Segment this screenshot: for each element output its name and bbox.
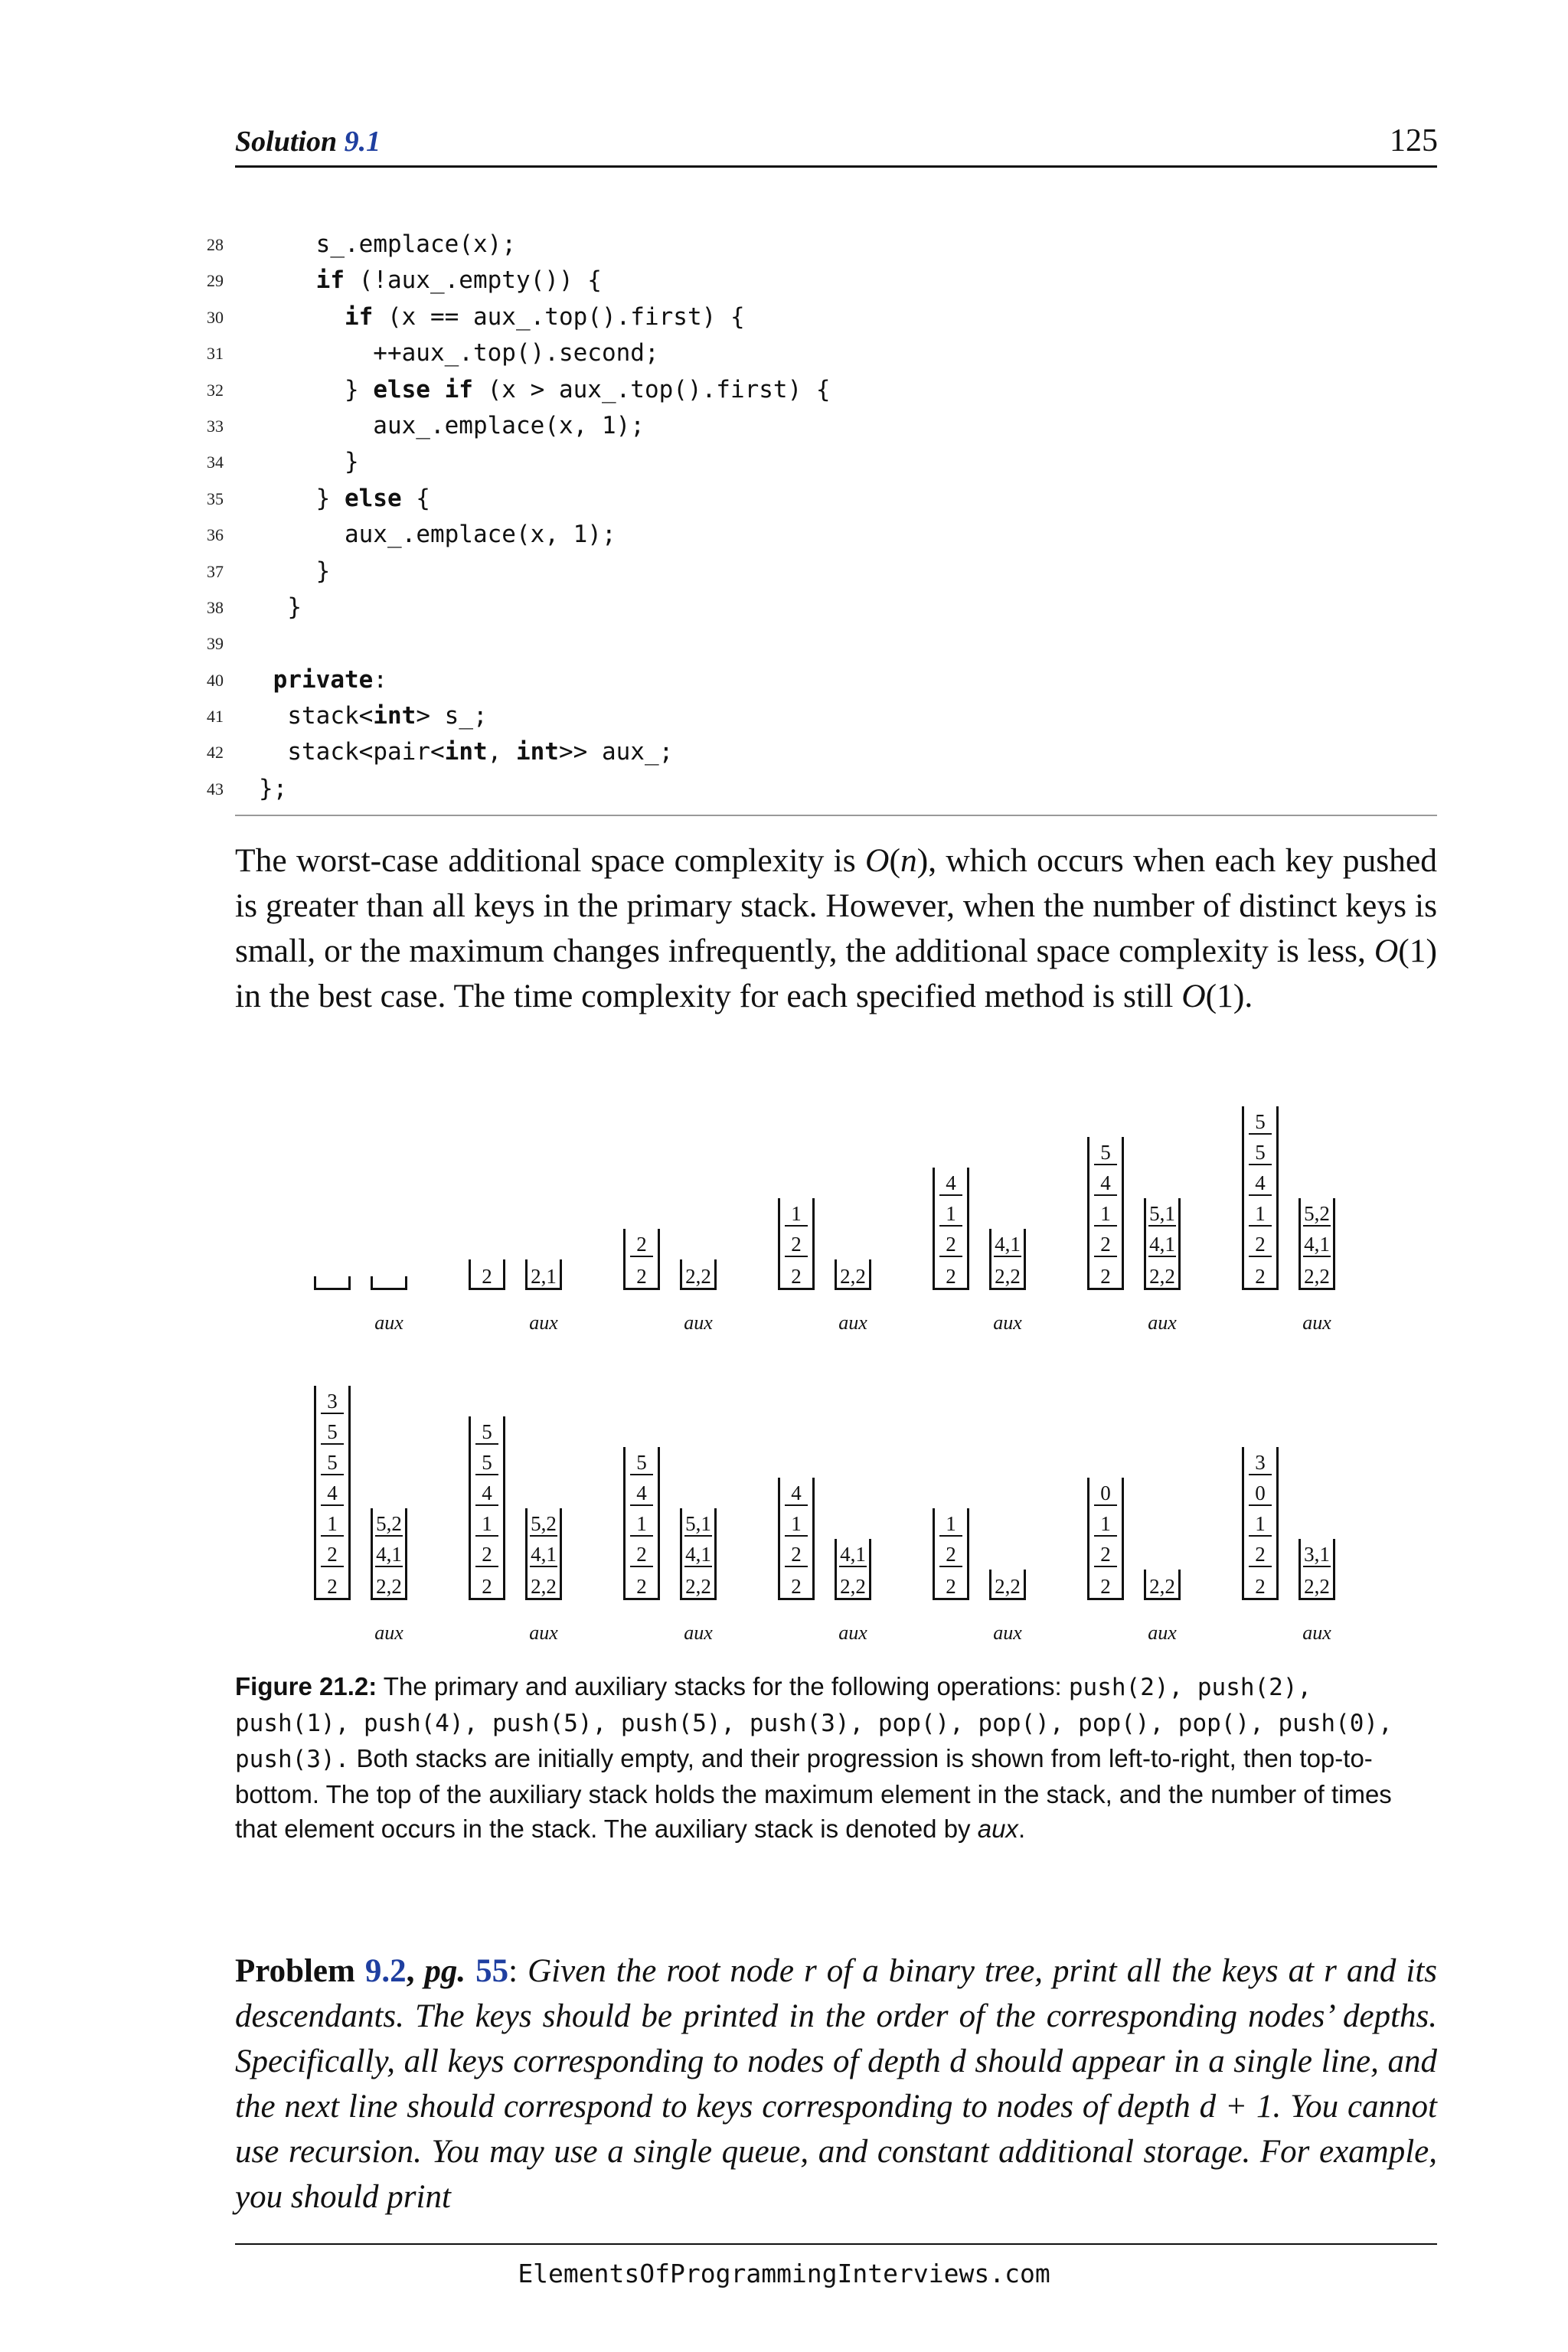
primary-stack-cell: 4 — [316, 1475, 348, 1506]
aux-stack — [525, 1259, 562, 1290]
caption-text: . — [1018, 1815, 1026, 1843]
code-line — [207, 408, 831, 444]
para-big-o: O — [1374, 933, 1399, 969]
aux-label: aux — [374, 1312, 403, 1334]
code-line — [207, 372, 831, 408]
caption-text: Both stacks are initially empty, and their progression is shown from left-to-right, then top-to-bottom. The top of the auxiliary stack holds the maximum element in the stack, and the number of times that element occurs in the stack. The auxiliary stack is denoted by — [235, 1744, 1392, 1843]
line-number: 34 — [207, 452, 224, 472]
aux-stack — [835, 1539, 871, 1600]
primary-stack-cell: 2 — [471, 1537, 503, 1567]
code-line — [207, 227, 831, 263]
code-text: aux_.emplace(x, 1); — [259, 411, 645, 439]
aux-stack-cell: 4,1 — [685, 1543, 711, 1566]
primary-stack — [933, 1508, 969, 1600]
para-big-o: O — [1181, 978, 1206, 1014]
code-text: stack<int> s_; — [287, 702, 488, 730]
aux-label: aux — [1302, 1622, 1331, 1644]
aux-label: aux — [993, 1622, 1022, 1644]
line-number: 35 — [207, 488, 224, 508]
primary-stack-cell: 4 — [1089, 1165, 1122, 1196]
aux-stack-cell: 5,2 — [531, 1512, 557, 1535]
primary-stack-cell: 1 — [316, 1506, 348, 1537]
aux-stack-cell: 2,2 — [995, 1265, 1021, 1288]
primary-stack-cell: 5 — [471, 1414, 503, 1445]
line-number: 39 — [207, 634, 224, 654]
line-number: 37 — [207, 561, 224, 581]
primary-stack-cell: 5 — [1244, 1104, 1276, 1135]
problem-pg-label: pg. — [424, 1953, 466, 1989]
aux-stack-cell: 2,2 — [376, 1575, 402, 1598]
primary-stack-cell: 1 — [626, 1506, 658, 1537]
line-number: 38 — [207, 597, 224, 617]
primary-stack-cell: 2 — [1089, 1227, 1122, 1257]
caption-aux: aux — [977, 1815, 1018, 1843]
code-line — [207, 771, 831, 807]
code-text: } — [259, 593, 302, 621]
primary-stack-cell: 2 — [1244, 1227, 1276, 1257]
code-line — [207, 444, 831, 480]
primary-stack — [933, 1168, 969, 1290]
primary-stack-cell: 1 — [471, 1506, 503, 1537]
primary-stack-cell: 2 — [791, 1265, 802, 1288]
primary-stack-cell: 2 — [1255, 1575, 1266, 1598]
header-solution-link[interactable]: 9.1 — [344, 126, 381, 158]
code-line — [207, 698, 831, 734]
aux-stack-cell: 5,1 — [685, 1512, 711, 1535]
code-text: stack<pair<int, int>> aux_; — [287, 738, 674, 766]
primary-stack-cell: 0 — [1244, 1475, 1276, 1506]
aux-stack-cell: 2,2 — [685, 1575, 711, 1598]
primary-stack-cell: 0 — [1089, 1475, 1122, 1506]
primary-stack-cell: 5 — [626, 1445, 658, 1475]
primary-stack — [623, 1447, 660, 1600]
code-text: ++aux_.top().second; — [259, 339, 659, 368]
aux-label: aux — [838, 1312, 867, 1334]
code-line — [207, 263, 831, 299]
para-text: (1). — [1205, 978, 1253, 1014]
caption-label: Figure 21.2: — [235, 1672, 377, 1700]
primary-stack-cell: 1 — [935, 1506, 967, 1537]
aux-stack-cell: 5,2 — [1304, 1202, 1330, 1225]
code-line — [207, 299, 831, 335]
para-text: (1) in the best case. The time complexity for each specified method is still — [235, 933, 1437, 1014]
aux-stack-cell: 5,1 — [1149, 1202, 1175, 1225]
primary-stack — [469, 1259, 505, 1290]
primary-stack-cell: 4 — [935, 1165, 967, 1196]
primary-stack-cell: 2 — [626, 1537, 658, 1567]
primary-stack-cell: 2 — [780, 1227, 812, 1257]
code-line — [207, 734, 831, 770]
primary-stack-cell: 4 — [780, 1475, 812, 1506]
stack-figure — [235, 1091, 1437, 1658]
aux-stack — [1298, 1539, 1335, 1600]
primary-stack-cell: 2 — [1255, 1265, 1266, 1288]
aux-label: aux — [529, 1622, 558, 1644]
primary-stack-cell: 2 — [482, 1575, 492, 1598]
problem-text: Given the root node r of a binary tree, print all the keys at r and its descendants. The keys should be printed in the order of the corresponding nodes’ depths. Specifically, all keys corresponding to nodes of depth d should appear in a single line, and the next line should correspond to keys corresponding to nodes of depth d + 1. You cannot use recursion. You may use a single queue, and constant additional storage. For example, you should print — [235, 1953, 1437, 2215]
page-number: 125 — [1390, 123, 1438, 158]
aux-stack-cell: 2,1 — [531, 1265, 557, 1288]
aux-label: aux — [993, 1312, 1022, 1334]
primary-stack-cell: 3 — [316, 1383, 348, 1414]
aux-label: aux — [1302, 1312, 1331, 1334]
aux-stack — [525, 1508, 562, 1600]
aux-label: aux — [684, 1312, 713, 1334]
aux-stack-cell: 5,2 — [376, 1512, 402, 1535]
aux-stack — [1144, 1198, 1181, 1290]
line-number: 36 — [207, 525, 224, 545]
primary-stack-cell: 2 — [1100, 1575, 1111, 1598]
primary-stack-cell: 4 — [1244, 1165, 1276, 1196]
code-text: }; — [259, 774, 288, 802]
line-number: 29 — [207, 271, 224, 291]
aux-stack — [371, 1508, 407, 1600]
code-text: } else if (x > aux_.top().first) { — [259, 375, 831, 403]
primary-stack-cell: 2 — [935, 1537, 967, 1567]
aux-stack-cell: 2,2 — [1149, 1265, 1175, 1288]
aux-stack-cell: 4,1 — [840, 1543, 866, 1566]
primary-stack — [623, 1229, 660, 1290]
aux-label: aux — [374, 1622, 403, 1644]
problem-sep: , — [406, 1953, 415, 1989]
primary-stack-cell: 2 — [327, 1575, 338, 1598]
primary-stack-cell: 1 — [1089, 1196, 1122, 1227]
primary-stack-cell: 2 — [1244, 1537, 1276, 1567]
primary-stack-cell: 2 — [791, 1575, 802, 1598]
line-number: 41 — [207, 707, 224, 727]
aux-stack — [1144, 1570, 1181, 1600]
code-text: aux_.emplace(x, 1); — [259, 521, 616, 549]
problem-sep: : — [508, 1953, 518, 1989]
para-text: ( — [889, 842, 900, 879]
aux-stack — [835, 1259, 871, 1290]
primary-stack-cell: 2 — [316, 1537, 348, 1567]
line-number: 42 — [207, 743, 224, 763]
primary-stack-cell: 5 — [1244, 1135, 1276, 1165]
primary-stack — [1087, 1137, 1124, 1290]
primary-stack — [1087, 1478, 1124, 1600]
code-text: if (x == aux_.top().first) { — [344, 302, 745, 331]
aux-stack-cell: 4,1 — [995, 1233, 1021, 1256]
code-text: s_.emplace(x); — [259, 230, 516, 258]
primary-stack-cell: 2 — [636, 1265, 647, 1288]
primary-stack-cell: 2 — [946, 1265, 956, 1288]
aux-stack-cell: 2,2 — [1149, 1575, 1175, 1598]
primary-stack — [1242, 1106, 1279, 1290]
primary-stack-cell: 2 — [1100, 1265, 1111, 1288]
para-text: The worst-case additional space complexity is — [235, 842, 866, 879]
code-listing — [207, 227, 831, 807]
para-var-n: n — [900, 842, 917, 879]
primary-stack-cell: 1 — [1244, 1506, 1276, 1537]
figure-caption — [235, 1669, 1437, 1846]
primary-stack-cell: 2 — [946, 1575, 956, 1598]
aux-stack-cell: 2,2 — [1304, 1265, 1330, 1288]
aux-label: aux — [1148, 1312, 1177, 1334]
running-header — [235, 125, 381, 158]
code-line — [207, 481, 831, 517]
aux-stack — [989, 1229, 1026, 1290]
primary-stack-cell: 1 — [935, 1196, 967, 1227]
primary-stack-cell: 5 — [471, 1445, 503, 1475]
primary-stack-cell: 2 — [626, 1227, 658, 1257]
line-number: 31 — [207, 344, 224, 364]
aux-stack-cell: 2,2 — [1304, 1575, 1330, 1598]
code-text: if (!aux_.empty()) { — [315, 266, 602, 295]
aux-stack-cell: 4,1 — [531, 1543, 557, 1566]
footer-url[interactable]: ElementsOfProgrammingInterviews.com — [518, 2259, 1050, 2288]
primary-stack — [778, 1198, 815, 1290]
primary-stack-cell: 2 — [780, 1537, 812, 1567]
line-number: 33 — [207, 416, 224, 436]
primary-stack-cell: 5 — [1089, 1135, 1122, 1165]
primary-stack-cell: 2 — [636, 1575, 647, 1598]
primary-stack-cell: 5 — [316, 1445, 348, 1475]
aux-label: aux — [1148, 1622, 1177, 1644]
code-text: } — [259, 448, 359, 476]
code-text: } — [259, 557, 331, 585]
problem-ref-link[interactable]: 9.2 — [364, 1953, 407, 1989]
code-line — [207, 554, 831, 590]
problem-label: Problem — [235, 1953, 355, 1989]
primary-stack-cell: 2 — [1089, 1537, 1122, 1567]
footer-rule — [235, 2243, 1437, 2245]
code-line — [207, 335, 831, 371]
primary-stack-cell: 1 — [1244, 1196, 1276, 1227]
aux-stack-cell: 3,1 — [1304, 1543, 1330, 1566]
code-end-rule — [235, 815, 1437, 816]
aux-stack-cell: 4,1 — [1304, 1233, 1330, 1256]
aux-stack-cell: 2,2 — [995, 1575, 1021, 1598]
primary-stack-cell: 4 — [471, 1475, 503, 1506]
code-line — [207, 662, 831, 698]
aux-stack-cell: 2,2 — [531, 1575, 557, 1598]
code-line — [207, 517, 831, 553]
line-number: 28 — [207, 235, 224, 254]
caption-operations: push(2), push(2), push(1), push(4), push(5), push(5), push(3), pop(), pop(), pop(), pop(), push(0), push(3). — [235, 1674, 1393, 1773]
primary-stack-cell: 1 — [1089, 1506, 1122, 1537]
aux-stack — [989, 1570, 1026, 1600]
primary-stack — [469, 1416, 505, 1600]
primary-stack-cell: 2 — [482, 1265, 492, 1288]
aux-stack-cell: 4,1 — [1149, 1233, 1175, 1256]
caption-text: The primary and auxiliary stacks for the following operations: — [377, 1672, 1069, 1700]
primary-stack — [314, 1386, 351, 1600]
aux-stack-cell: 4,1 — [376, 1543, 402, 1566]
primary-stack-cell: 2 — [935, 1227, 967, 1257]
aux-stack — [1298, 1198, 1335, 1290]
primary-stack-cell: 1 — [780, 1506, 812, 1537]
line-number: 43 — [207, 779, 224, 799]
header-solution-label: Solution — [235, 126, 338, 158]
code-text: } else { — [259, 484, 430, 512]
aux-stack — [371, 1276, 407, 1290]
primary-stack-cell: 5 — [316, 1414, 348, 1445]
complexity-paragraph — [235, 838, 1437, 1019]
header-rule — [235, 165, 1437, 168]
line-number: 40 — [207, 670, 224, 690]
aux-stack-cell: 2,2 — [840, 1265, 866, 1288]
problem-statement — [235, 1949, 1437, 2220]
para-text: ), which occurs when each key pushed is greater than all keys in the primary stack. However, when the number of distinct keys is small, or the maximum changes infrequently, the additional space complexity is less, — [235, 842, 1437, 969]
code-text: private: — [273, 665, 387, 694]
problem-page-link[interactable]: 55 — [475, 1953, 509, 1989]
aux-label: aux — [838, 1622, 867, 1644]
code-line — [207, 626, 831, 662]
line-number: 32 — [207, 380, 224, 400]
primary-stack-cell: 3 — [1244, 1445, 1276, 1475]
primary-stack-cell: 4 — [626, 1475, 658, 1506]
primary-stack — [1242, 1447, 1279, 1600]
primary-stack — [778, 1478, 815, 1600]
aux-label: aux — [529, 1312, 558, 1334]
primary-stack — [314, 1276, 351, 1290]
code-line — [207, 590, 831, 626]
aux-stack-cell: 2,2 — [840, 1575, 866, 1598]
aux-label: aux — [684, 1622, 713, 1644]
primary-stack-cell: 1 — [780, 1196, 812, 1227]
aux-stack-cell: 2,2 — [685, 1265, 711, 1288]
aux-stack — [680, 1508, 717, 1600]
para-big-o: O — [865, 842, 890, 879]
line-number: 30 — [207, 307, 224, 327]
aux-stack — [680, 1259, 717, 1290]
